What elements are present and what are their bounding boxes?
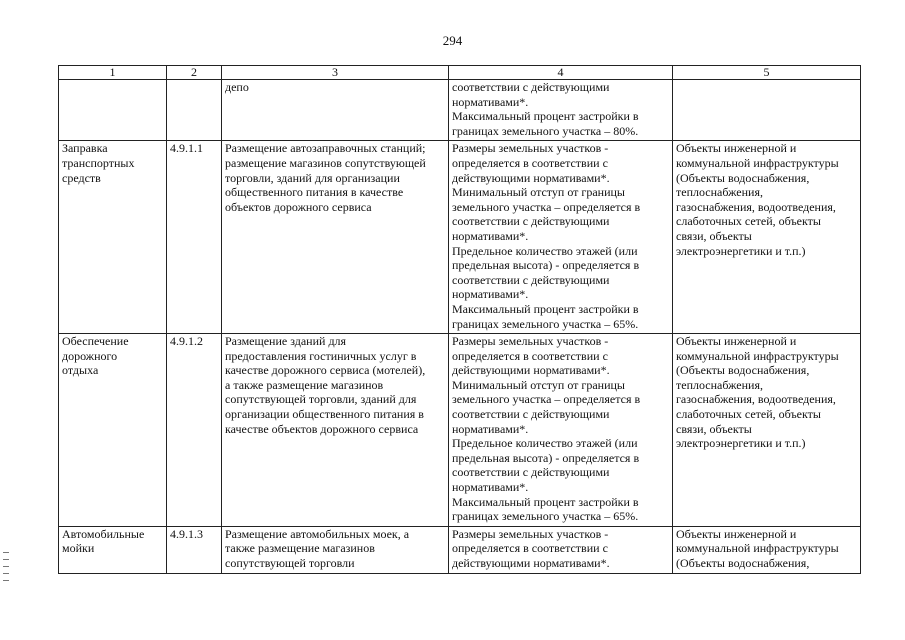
header-col-4: 4 — [449, 66, 673, 80]
table-row — [59, 526, 861, 573]
permitted-objects-cell: Объекты инженерной и коммунальной инфраструктуры (Объекты водоснабжения, — [673, 526, 861, 573]
use-code-cell: 4.9.1.2 — [167, 334, 222, 527]
use-code-cell — [167, 80, 222, 141]
use-code-cell: 4.9.1.1 — [167, 141, 222, 334]
permitted-objects-cell: Объекты инженерной и коммунальной инфраструктуры (Объекты водоснабжения, теплоснабжения, газоснабжения, водоотведения, слаботочных сетей, объекты связи, объекты электроэнергетики и т.п.) — [673, 141, 861, 334]
parameters-cell: Размеры земельных участков - определяется в соответствии с действующими нормативами*. — [449, 526, 673, 573]
use-name-cell: Обеспечение дорожного отдыха — [59, 334, 167, 527]
regulations-table — [58, 65, 861, 574]
header-col-3: 3 — [222, 66, 449, 80]
permitted-objects-cell — [673, 80, 861, 141]
use-description-cell: депо — [222, 80, 449, 141]
table-row — [59, 141, 861, 334]
table-row — [59, 80, 861, 141]
parameters-cell: Размеры земельных участков - определяется в соответствии с действующими нормативами*. Минимальный отступ от границы земельного участка – определяется в соответствии с действующими нормативами*. Предельное количество этажей (или предельная высота) - определяется в соответствии с действующими нормативами*. Максимальный процент застройки в границах земельного участка – 65%. — [449, 334, 673, 527]
scan-margin-mark — [3, 552, 9, 592]
header-col-5: 5 — [673, 66, 861, 80]
use-code-cell: 4.9.1.3 — [167, 526, 222, 573]
table-header-row — [59, 66, 861, 80]
parameters-cell: Размеры земельных участков - определяется в соответствии с действующими нормативами*. Минимальный отступ от границы земельного участка – определяется в соответствии с действующими нормативами*. Предельное количество этажей (или предельная высота) - определяется в соответствии с действующими нормативами*. Максимальный процент застройки в границах земельного участка – 65%. — [449, 141, 673, 334]
use-description-cell: Размещение зданий для предоставления гостиничных услуг в качестве дорожного сервиса (мотелей), а также размещение магазинов сопутствующей торговли, зданий для организации общественного питания в качестве объектов дорожного сервиса — [222, 334, 449, 527]
permitted-objects-cell: Объекты инженерной и коммунальной инфраструктуры (Объекты водоснабжения, теплоснабжения, газоснабжения, водоотведения, слаботочных сетей, объекты связи, объекты электроэнергетики и т.п.) — [673, 334, 861, 527]
table-row — [59, 334, 861, 527]
use-name-cell: Заправка транспортных средств — [59, 141, 167, 334]
use-description-cell: Размещение автозаправочных станций; размещение магазинов сопутствующей торговли, зданий для организации общественного питания в качестве объектов дорожного сервиса — [222, 141, 449, 334]
use-description-cell: Размещение автомобильных моек, а также размещение магазинов сопутствующей торговли — [222, 526, 449, 573]
parameters-cell: соответствии с действующими нормативами*. Максимальный процент застройки в границах земельного участка – 80%. — [449, 80, 673, 141]
page-number: 294 — [442, 33, 463, 48]
use-name-cell — [59, 80, 167, 141]
header-col-2: 2 — [167, 66, 222, 80]
use-name-cell: Автомобильные мойки — [59, 526, 167, 573]
header-col-1: 1 — [59, 66, 167, 80]
